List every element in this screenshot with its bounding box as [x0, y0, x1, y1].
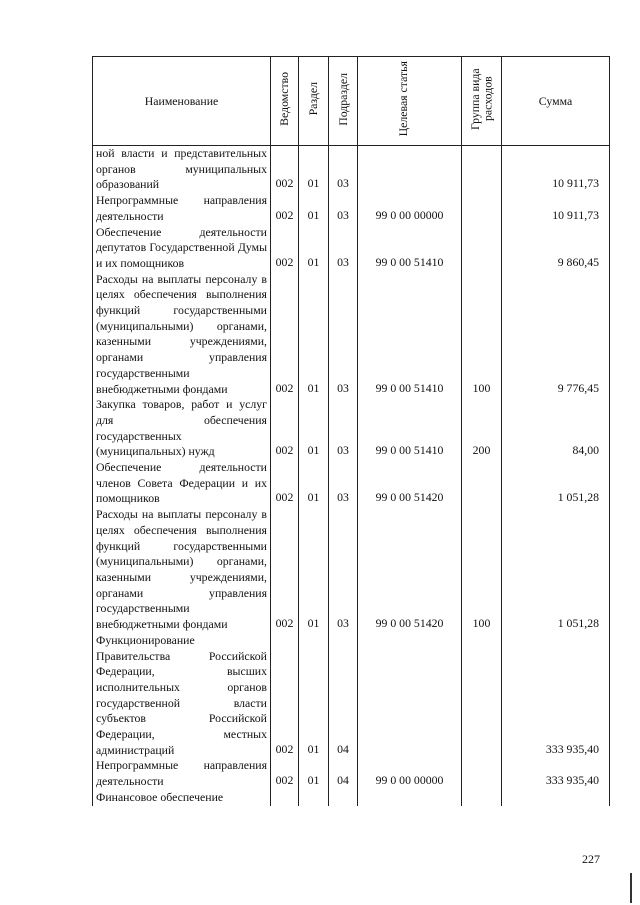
row-department: 002 — [271, 633, 299, 759]
row-subsection: 03 — [329, 146, 358, 194]
row-name: Расходы на выплаты персоналу в целях обеспечения выполнения функций государственными (муниципальными) органами, казенными учреждениями, органами управления государственными внебюджетными фондами — [93, 272, 271, 398]
header-target: Целевая статья — [358, 57, 462, 146]
header-sum: Сумма — [502, 57, 610, 146]
row-department: 002 — [271, 225, 299, 272]
row-target: 99 0 00 51410 — [358, 272, 462, 398]
header-section: Раздел — [299, 57, 329, 146]
header-row — [93, 57, 610, 146]
row-expense-group: 100 — [462, 507, 502, 633]
row-name: Закупка товаров, работ и услуг для обеспечения государственных (муниципальных) нужд — [93, 397, 271, 460]
row-target: 99 0 00 51420 — [358, 507, 462, 633]
row-subsection: 03 — [329, 225, 358, 272]
row-name: Обеспечение деятельности членов Совета Федерации и их помощников — [93, 460, 271, 507]
row-name: ной власти и представительных органов муниципальных образований — [93, 146, 271, 194]
row-expense-group — [462, 225, 502, 272]
row-department — [271, 790, 299, 806]
row-subsection: 03 — [329, 507, 358, 633]
row-section: 01 — [299, 397, 329, 460]
row-department: 002 — [271, 397, 299, 460]
row-name: Обеспечение деятельности депутатов Государственной Думы и их помощников — [93, 225, 271, 272]
row-sum: 333 935,40 — [502, 758, 610, 789]
row-expense-group — [462, 790, 502, 806]
table-row — [93, 146, 610, 194]
table-row — [93, 507, 610, 633]
row-section: 01 — [299, 507, 329, 633]
header-expense-group: Группа вида расходов — [462, 57, 502, 146]
row-sum: 84,00 — [502, 397, 610, 460]
header-subsection: Подраздел — [329, 57, 358, 146]
row-expense-group: 200 — [462, 397, 502, 460]
table-row — [93, 460, 610, 507]
row-department: 002 — [271, 272, 299, 398]
row-section: 01 — [299, 460, 329, 507]
header-department: Ведомство — [271, 57, 299, 146]
row-section: 01 — [299, 146, 329, 194]
budget-table — [92, 56, 610, 806]
table-row — [93, 193, 610, 224]
row-sum: 9 860,45 — [502, 225, 610, 272]
row-sum: 1 051,28 — [502, 507, 610, 633]
row-subsection — [329, 790, 358, 806]
row-subsection: 03 — [329, 272, 358, 398]
row-expense-group — [462, 633, 502, 759]
scan-edge-mark — [630, 873, 632, 903]
row-subsection: 03 — [329, 193, 358, 224]
row-target — [358, 790, 462, 806]
row-name: Непрограммные направления деятельности — [93, 193, 271, 224]
row-department: 002 — [271, 460, 299, 507]
row-department: 002 — [271, 758, 299, 789]
row-name: Непрограммные направления деятельности — [93, 758, 271, 789]
row-sum: 1 051,28 — [502, 460, 610, 507]
row-department: 002 — [271, 193, 299, 224]
row-target: 99 0 00 51410 — [358, 397, 462, 460]
row-department: 002 — [271, 507, 299, 633]
table-row — [93, 758, 610, 789]
row-target: 99 0 00 51420 — [358, 460, 462, 507]
row-section: 01 — [299, 193, 329, 224]
row-section: 01 — [299, 758, 329, 789]
row-expense-group — [462, 146, 502, 194]
row-subsection: 03 — [329, 397, 358, 460]
row-sum — [502, 790, 610, 806]
row-expense-group: 100 — [462, 272, 502, 398]
table-row — [93, 633, 610, 759]
table-row — [93, 272, 610, 398]
row-target: 99 0 00 00000 — [358, 758, 462, 789]
row-sum: 9 776,45 — [502, 272, 610, 398]
row-target: 99 0 00 51410 — [358, 225, 462, 272]
row-section: 01 — [299, 272, 329, 398]
row-section: 01 — [299, 225, 329, 272]
table-row — [93, 790, 610, 806]
row-target — [358, 633, 462, 759]
row-name: Функционирование Правительства Российской Федерации, высших исполнительных органов государственной власти субъектов Российской Федерации, местных администраций — [93, 633, 271, 759]
row-sum: 10 911,73 — [502, 193, 610, 224]
table-row — [93, 225, 610, 272]
row-subsection: 04 — [329, 758, 358, 789]
header-name: Наименование — [93, 57, 271, 146]
row-expense-group — [462, 193, 502, 224]
row-sum: 333 935,40 — [502, 633, 610, 759]
page-number: 227 — [582, 852, 600, 866]
row-subsection: 04 — [329, 633, 358, 759]
table-row — [93, 397, 610, 460]
row-name: Расходы на выплаты персоналу в целях обеспечения выполнения функций государственными (муниципальными) органами, казенными учреждениями, органами управления государственными внебюджетными фондами — [93, 507, 271, 633]
row-section: 01 — [299, 633, 329, 759]
row-section — [299, 790, 329, 806]
row-target: 99 0 00 00000 — [358, 193, 462, 224]
row-name: Финансовое обеспечение — [93, 790, 271, 806]
row-department: 002 — [271, 146, 299, 194]
row-sum: 10 911,73 — [502, 146, 610, 194]
row-expense-group — [462, 460, 502, 507]
row-target — [358, 146, 462, 194]
row-expense-group — [462, 758, 502, 789]
row-subsection: 03 — [329, 460, 358, 507]
